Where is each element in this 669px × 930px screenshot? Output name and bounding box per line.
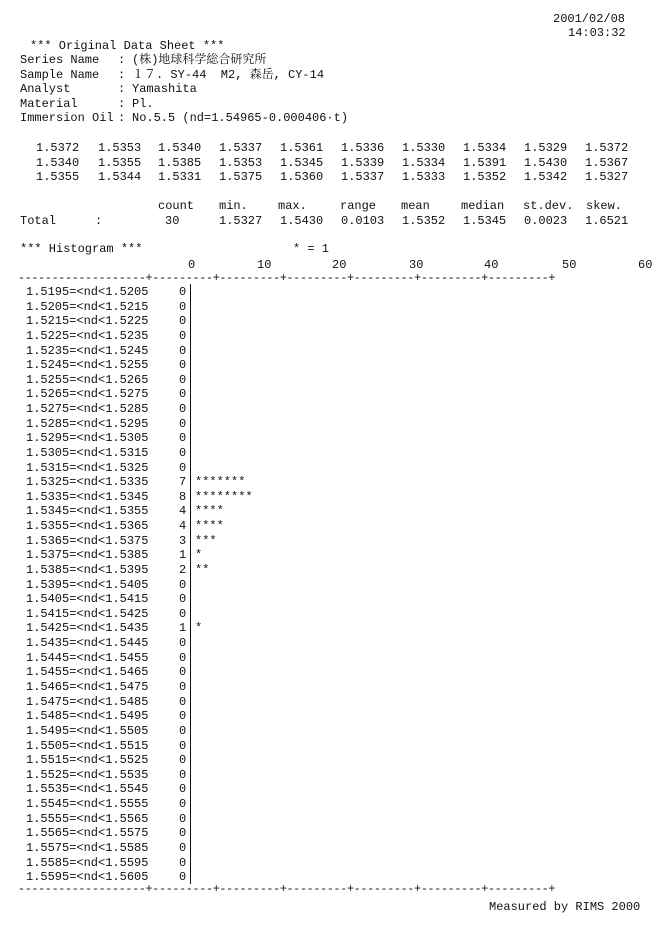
header-field-value: Yamashita: [132, 82, 197, 96]
bin-count: 3: [179, 533, 187, 548]
bin-count: 4: [179, 504, 187, 519]
bin-label: 1.5355=<nd<1.5365: [26, 519, 149, 534]
header-fields: [20, 53, 348, 126]
stat-header: max.: [278, 199, 307, 213]
histogram-top-rule: -------------------+---------+---------+---------+---------+---------+---------+: [18, 271, 556, 285]
value-cell: 1.5333: [402, 170, 446, 185]
bin-count: 0: [179, 314, 187, 329]
bin-label: 1.5455=<nd<1.5465: [26, 665, 149, 680]
header-field-value: １７. SY-44 M2, 森岳, CY-14: [132, 67, 325, 82]
header-field-colon: :: [118, 96, 126, 111]
header-field-key: Immersion Oil: [20, 111, 114, 125]
bin-count: 1: [179, 548, 187, 563]
bin-label: 1.5255=<nd<1.5265: [26, 372, 149, 387]
bin-count: 7: [179, 475, 187, 490]
header-field-colon: :: [118, 67, 126, 82]
bin-count: 0: [179, 592, 187, 607]
histogram-scale-note: * = 1: [293, 242, 330, 256]
value-cell: 1.5337: [219, 141, 263, 155]
axis-tick-label: 40: [484, 258, 499, 272]
bin-label: 1.5525=<nd<1.5535: [26, 767, 149, 782]
bin-count: 0: [179, 358, 187, 373]
bin-count: 0: [179, 840, 187, 855]
bin-count: 0: [179, 577, 187, 592]
bin-count: 0: [179, 753, 187, 768]
stat-value: 30: [165, 214, 180, 228]
bin-count: 0: [179, 402, 187, 417]
stat-value: 0.0023: [524, 214, 568, 228]
print-time: 14:03:32: [568, 26, 626, 40]
histogram-bottom-rule: -------------------+---------+---------+---------+---------+---------+---------+: [18, 882, 556, 896]
stat-value: 1.5430: [280, 214, 324, 228]
value-cell: 1.5340: [36, 155, 80, 170]
stat-row-label: Total: [20, 214, 57, 228]
value-cell: 1.5391: [463, 155, 507, 170]
bin-bar: ****: [195, 504, 224, 519]
bin-label: 1.5425=<nd<1.5435: [26, 621, 149, 636]
bin-label: 1.5535=<nd<1.5545: [26, 782, 149, 797]
bin-count: 0: [179, 299, 187, 314]
header-field-key: Series Name: [20, 53, 100, 67]
bin-count: 0: [179, 372, 187, 387]
bin-bar: ***: [195, 533, 217, 548]
stat-header: median: [461, 199, 505, 213]
header-field-value: No.5.5 (nd=1.54965-0.000406·t): [132, 111, 349, 125]
value-cell: 1.5330: [402, 141, 446, 155]
header-field-colon: :: [118, 53, 126, 67]
bin-label: 1.5245=<nd<1.5255: [26, 358, 149, 373]
header-field-value: Pl.: [132, 96, 154, 111]
stat-header: skew.: [586, 199, 623, 213]
bin-label: 1.5595=<nd<1.5605: [26, 870, 149, 885]
stat-header: mean: [401, 199, 430, 213]
axis-tick-label: 10: [257, 258, 272, 272]
bin-count: 0: [179, 680, 187, 694]
value-cell: 1.5327: [585, 170, 629, 185]
bin-count: 0: [179, 460, 187, 475]
value-cell: 1.5344: [98, 170, 142, 185]
bin-label: 1.5365=<nd<1.5375: [26, 533, 149, 548]
bin-label: 1.5385=<nd<1.5395: [26, 562, 149, 577]
value-cell: 1.5342: [524, 170, 568, 185]
bin-count: 0: [179, 285, 187, 299]
bin-count: 2: [179, 562, 187, 577]
axis-tick-label: 20: [332, 258, 347, 272]
bin-label: 1.5575=<nd<1.5585: [26, 840, 149, 855]
header-field-row: [20, 97, 348, 112]
bin-label: 1.5435=<nd<1.5445: [26, 636, 149, 651]
bin-count: 0: [179, 445, 187, 460]
axis-tick-label: 60: [638, 258, 653, 272]
stat-header: st.dev.: [523, 199, 574, 213]
value-cell: 1.5360: [280, 170, 324, 185]
bin-label: 1.5485=<nd<1.5495: [26, 709, 149, 724]
bin-bar: ****: [195, 519, 224, 534]
bin-label: 1.5555=<nd<1.5565: [26, 811, 149, 826]
bin-label: 1.5445=<nd<1.5455: [26, 650, 149, 665]
bin-count: 8: [179, 489, 187, 504]
value-cell: 1.5372: [36, 141, 80, 155]
bin-label: 1.5565=<nd<1.5575: [26, 826, 149, 841]
bin-count: 0: [179, 811, 187, 826]
header-field-row: [20, 53, 348, 68]
bin-label: 1.5315=<nd<1.5325: [26, 460, 149, 475]
footer-note: Measured by RIMS 2000: [489, 900, 641, 914]
bin-label: 1.5415=<nd<1.5425: [26, 606, 149, 621]
stat-row-colon: :: [95, 214, 103, 228]
bin-count: 0: [179, 416, 187, 431]
header-field-colon: :: [118, 111, 126, 125]
value-cell: 1.5430: [524, 155, 568, 170]
stat-value: 0.0103: [341, 214, 385, 228]
bin-bar: *: [195, 621, 203, 636]
value-cell: 1.5385: [158, 155, 202, 170]
stat-value: 1.5352: [402, 214, 446, 228]
value-cell: 1.5329: [524, 141, 568, 155]
value-cell: 1.5339: [341, 155, 385, 170]
bin-label: 1.5465=<nd<1.5475: [26, 680, 149, 694]
bin-count: 0: [179, 767, 187, 782]
value-cell: 1.5337: [341, 170, 385, 185]
bin-count: 0: [179, 826, 187, 841]
header-field-key: Material: [20, 96, 78, 111]
bin-label: 1.5235=<nd<1.5245: [26, 343, 149, 358]
value-cell: 1.5345: [280, 155, 324, 170]
raw-values-table: [0, 141, 669, 185]
bin-count: 0: [179, 797, 187, 812]
bin-label: 1.5375=<nd<1.5385: [26, 548, 149, 563]
histogram-title: *** Histogram ***: [20, 242, 143, 256]
bin-count: 0: [179, 738, 187, 753]
value-cell: 1.5375: [219, 170, 263, 185]
header-field-row: [20, 111, 348, 126]
bin-label: 1.5215=<nd<1.5225: [26, 314, 149, 329]
bin-count: 0: [179, 694, 187, 709]
bin-count: 0: [179, 343, 187, 358]
stat-header: range: [340, 199, 377, 213]
bin-count: 0: [179, 709, 187, 724]
print-date: 2001/02/08: [553, 12, 626, 26]
bin-label: 1.5295=<nd<1.5305: [26, 431, 149, 446]
bin-count: 0: [179, 782, 187, 797]
bin-label: 1.5325=<nd<1.5335: [26, 475, 149, 490]
bin-label: 1.5285=<nd<1.5295: [26, 416, 149, 431]
header-field-key: Sample Name: [20, 67, 100, 82]
bin-label: 1.5585=<nd<1.5595: [26, 855, 149, 870]
bin-label: 1.5505=<nd<1.5515: [26, 738, 149, 753]
header-field-key: Analyst: [20, 82, 71, 96]
bin-count: 0: [179, 723, 187, 738]
stat-value: 1.5345: [463, 214, 507, 228]
bin-bar: *: [195, 548, 203, 563]
summary-statistics: [0, 199, 669, 229]
axis-tick-label: 50: [562, 258, 577, 272]
bin-label: 1.5345=<nd<1.5355: [26, 504, 149, 519]
bin-count: 0: [179, 665, 187, 680]
stat-value: 1.5327: [219, 214, 263, 228]
bin-count: 0: [179, 606, 187, 621]
bin-bar: ********: [195, 489, 253, 504]
bin-label: 1.5205=<nd<1.5215: [26, 299, 149, 314]
value-cell: 1.5340: [158, 141, 202, 155]
bin-label: 1.5395=<nd<1.5405: [26, 577, 149, 592]
bin-label: 1.5335=<nd<1.5345: [26, 489, 149, 504]
header-field-value: (株)地球科学総合研究所: [132, 53, 267, 67]
value-cell: 1.5334: [402, 155, 446, 170]
stat-value: 1.6521: [585, 214, 629, 228]
bin-label: 1.5495=<nd<1.5505: [26, 723, 149, 738]
bin-label: 1.5545=<nd<1.5555: [26, 797, 149, 812]
axis-tick-label: 0: [188, 258, 196, 272]
header-field-row: [20, 82, 348, 97]
stat-header: min.: [219, 199, 248, 213]
value-cell: 1.5353: [219, 155, 263, 170]
bin-label: 1.5225=<nd<1.5235: [26, 328, 149, 343]
value-cell: 1.5355: [36, 170, 80, 185]
bin-count: 0: [179, 650, 187, 665]
histogram-axis-ticks: [0, 258, 669, 272]
bin-label: 1.5475=<nd<1.5485: [26, 694, 149, 709]
value-cell: 1.5353: [98, 141, 142, 155]
value-cell: 1.5331: [158, 170, 202, 185]
bin-label: 1.5275=<nd<1.5285: [26, 402, 149, 417]
histogram-rows: [0, 285, 669, 885]
bin-bar: **: [195, 562, 210, 577]
bin-count: 0: [179, 387, 187, 402]
value-cell: 1.5355: [98, 155, 142, 170]
bin-count: 0: [179, 636, 187, 651]
value-cell: 1.5336: [341, 141, 385, 155]
bin-label: 1.5405=<nd<1.5415: [26, 592, 149, 607]
bin-count: 4: [179, 519, 187, 534]
value-cell: 1.5367: [585, 155, 629, 170]
sheet-title: *** Original Data Sheet ***: [30, 39, 225, 53]
bin-count: 0: [179, 431, 187, 446]
bin-bar: *******: [195, 475, 246, 490]
header-field-row: [20, 68, 348, 83]
bin-count: 1: [179, 621, 187, 636]
value-cell: 1.5334: [463, 141, 507, 155]
bin-label: 1.5305=<nd<1.5315: [26, 445, 149, 460]
value-cell: 1.5352: [463, 170, 507, 185]
bin-label: 1.5195=<nd<1.5205: [26, 285, 149, 299]
axis-tick-label: 30: [409, 258, 424, 272]
bin-count: 0: [179, 328, 187, 343]
value-cell: 1.5372: [585, 141, 629, 155]
stat-header: count: [158, 199, 195, 213]
bin-count: 0: [179, 855, 187, 870]
bin-count: 0: [179, 870, 187, 885]
bin-label: 1.5265=<nd<1.5275: [26, 387, 149, 402]
value-cell: 1.5361: [280, 141, 324, 155]
bin-label: 1.5515=<nd<1.5525: [26, 753, 149, 768]
header-field-colon: :: [118, 82, 126, 96]
